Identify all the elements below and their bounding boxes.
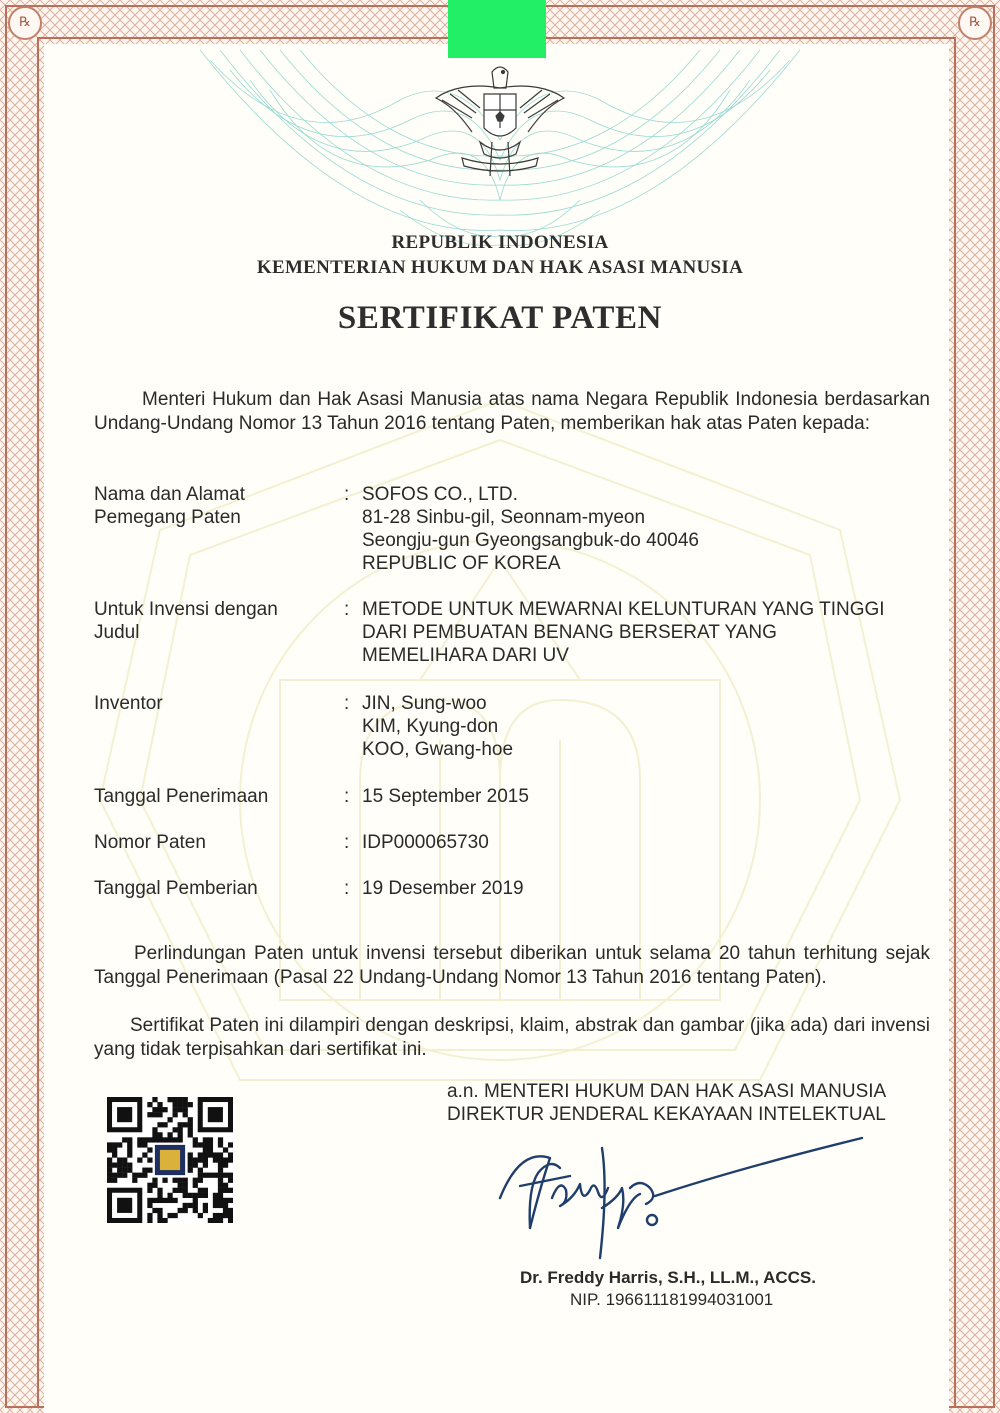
inventor-name: JIN, Sung-woo xyxy=(362,693,487,714)
protection-paragraph xyxy=(94,942,930,990)
intro-paragraph xyxy=(94,388,930,436)
garuda-pancasila-emblem xyxy=(432,58,568,182)
holder-name: SOFOS CO., LTD. xyxy=(362,484,518,505)
field-invention-label xyxy=(94,598,334,644)
green-tab-marker xyxy=(448,0,546,58)
holder-address-line: Seongju-gun Gyeongsangbuk-do 40046 xyxy=(362,530,699,551)
field-colon: : xyxy=(344,484,350,505)
signatory-line2: DIREKTUR JENDERAL KEKAYAAN INTELEKTUAL xyxy=(447,1104,886,1125)
field-patent-number-value: IDP000065730 xyxy=(362,832,489,853)
field-colon: : xyxy=(344,832,350,853)
field-inventor-label: Inventor xyxy=(94,693,163,714)
field-holder-value xyxy=(362,483,932,575)
inventor-name: KIM, Kyung-don xyxy=(362,716,499,737)
header-country: REPUBLIK INDONESIA xyxy=(391,232,609,253)
field-filing-date-value: 15 September 2015 xyxy=(362,786,529,807)
header-ministry: KEMENTERIAN HUKUM DAN HAK ASASI MANUSIA xyxy=(256,257,744,278)
field-inventor-value xyxy=(362,692,932,761)
protection-text: Perlindungan Paten untuk invensi tersebut diberikan untuk selama 20 tahun terhitung sejak Tanggal Penerimaan (Pasal 22 Undang-Undang Nomor 13 Tahun 2016 tentang Paten). xyxy=(94,943,930,988)
attachment-paragraph xyxy=(94,1014,930,1062)
field-invention-label-line2: Judul xyxy=(94,622,140,643)
field-colon: : xyxy=(344,693,350,714)
field-filing-date-label: Tanggal Penerimaan xyxy=(94,786,269,807)
invention-title-line: DARI PEMBUATAN BENANG BERSERAT YANG xyxy=(362,622,777,643)
holder-country: REPUBLIC OF KOREA xyxy=(362,553,561,574)
field-invention-value xyxy=(362,598,932,667)
field-holder-label-line1: Nama dan Alamat xyxy=(94,484,246,505)
inventor-name: KOO, Gwang-hoe xyxy=(362,739,514,760)
invention-title-line: MEMELIHARA DARI UV xyxy=(362,645,569,666)
signatory-line1: a.n. MENTERI HUKUM DAN HAK ASASI MANUSIA xyxy=(447,1081,887,1102)
holder-address-line: 81-28 Sinbu-gil, Seonnam-myeon xyxy=(362,507,646,528)
signatory-name: Dr. Freddy Harris, S.H., LL.M., ACCS. xyxy=(520,1268,816,1287)
intro-text: Menteri Hukum dan Hak Asasi Manusia atas nama Negara Republik Indonesia berdasarkan Undang-Undang Nomor 13 Tahun 2016 tentang Paten, memberikan hak atas Paten kepada: xyxy=(94,389,930,434)
field-grant-date-value: 19 Desember 2019 xyxy=(362,878,524,899)
field-holder-label-line2: Pemegang Paten xyxy=(94,507,241,528)
signatory-block xyxy=(447,1080,886,1126)
field-holder-label xyxy=(94,483,334,529)
certificate-title: SERTIFIKAT PATEN xyxy=(337,300,663,336)
field-colon: : xyxy=(344,878,350,899)
corner-seal-icon: ℞ xyxy=(958,6,992,40)
corner-seal-icon: ℞ xyxy=(8,6,42,40)
qr-code-icon xyxy=(107,1097,233,1223)
invention-title-line: METODE UNTUK MEWARNAI KELUNTURAN YANG TINGGI xyxy=(362,599,885,620)
field-grant-date-label: Tanggal Pemberian xyxy=(94,878,258,899)
attachment-text: Sertifikat Paten ini dilampiri dengan deskripsi, klaim, abstrak dan gambar (jika ada) dari invensi yang tidak terpisahkan dari sertifikat ini. xyxy=(94,1015,930,1060)
field-patent-number-label: Nomor Paten xyxy=(94,832,206,853)
field-colon: : xyxy=(344,599,350,620)
signatory-nip: NIP. 196611181994031001 xyxy=(570,1290,774,1309)
handwritten-signature xyxy=(490,1128,870,1268)
field-invention-label-line1: Untuk Invensi dengan xyxy=(94,599,278,620)
field-colon: : xyxy=(344,786,350,807)
